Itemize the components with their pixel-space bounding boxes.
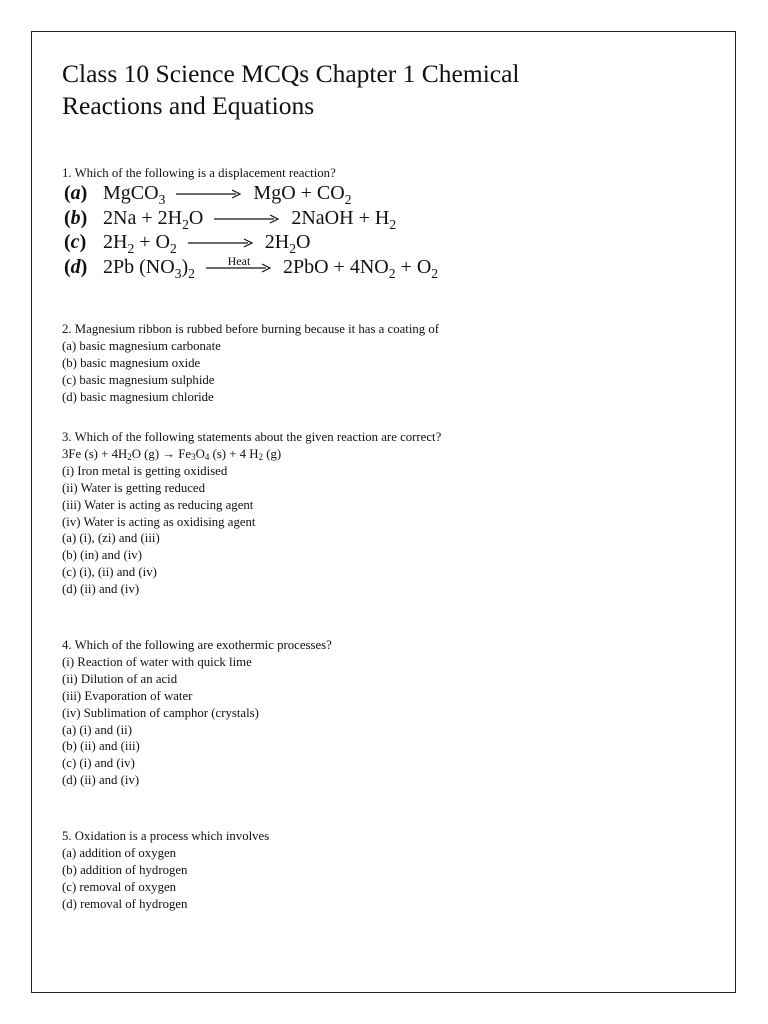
option-d: (d) basic magnesium chloride — [62, 389, 214, 404]
equation-b-rhs: 2NaOH + $H_2$ — [291, 206, 397, 232]
reaction-arrow-icon — [214, 214, 280, 224]
equation-d-rhs: $2PbO + 4NO_2 + O_2$ — [282, 255, 439, 281]
reaction-arrow-icon — [206, 253, 272, 273]
equation-c-rhs: $2H_2O$ — [264, 231, 311, 256]
statement-ii: (ii) Water is getting reduced — [62, 480, 206, 495]
option-a: (a) (i), (zi) and (iii) — [62, 531, 160, 546]
question-2-text: 2. Magnesium ribbon is rubbed before burning because it has a coating of — [62, 322, 440, 336]
question-1-equations — [64, 181, 438, 279]
equation-c-lhs: $2H_2 + O_2$ — [103, 231, 177, 256]
page-title: Class 10 Science MCQs Chapter 1 Chemical Reactions and Equations — [62, 59, 520, 120]
statement-i: (i) Reaction of water with quick lime — [62, 654, 252, 669]
question-5-text: 5. Oxidation is a process which involves — [62, 829, 270, 843]
statement-ii: (ii) Dilution of an acid — [62, 671, 178, 686]
question-4 — [62, 637, 682, 789]
question-3-text: 3. Which of the following statements about the given reaction are correct? — [62, 430, 442, 444]
option-a: (a) basic magnesium carbonate — [62, 338, 221, 353]
reaction-arrow-icon — [176, 189, 242, 199]
equation-b — [64, 206, 438, 231]
option-label-a: (a) — [64, 182, 88, 204]
equation-d-lhs: 2Pb $(NO_3)_2$ — [103, 255, 195, 281]
option-a: (a) (i) and (ii) — [62, 722, 132, 737]
question-5 — [62, 828, 682, 913]
question-3-equation: 3Fe $(s) + 4H_2O$ $(g) \to Fe_3O_4$ (s) + 4 $H_2$ (g) — [62, 446, 282, 463]
option-label-d: (d) — [64, 255, 88, 278]
option-label-b: (b) — [64, 206, 88, 229]
statement-iii: (iii) Water is acting as reducing agent — [62, 497, 254, 512]
option-label-c: (c) — [64, 231, 87, 253]
option-d: (d) (ii) and (iv) — [62, 582, 140, 597]
option-b: (b) (ii) and (iii) — [62, 739, 140, 754]
option-a: (a) addition of oxygen — [62, 845, 177, 860]
option-c: (c) basic magnesium sulphide — [62, 372, 215, 387]
option-b: (b) (in) and (iv) — [62, 548, 142, 563]
option-c: (c) (i), (ii) and (iv) — [62, 565, 157, 580]
question-4-text: 4. Which of the following are exothermic processes? — [62, 638, 332, 652]
option-d: (d) (ii) and (iv) — [62, 773, 140, 788]
equation-d — [64, 255, 438, 280]
equation-a-rhs: MgO + $CO_2$ — [253, 182, 352, 207]
question-3 — [62, 429, 682, 598]
statement-iii: (iii) Evaporation of water — [62, 688, 193, 703]
arrow-condition-heat: Heat — [227, 253, 251, 268]
option-c: (c) removal of oxygen — [62, 879, 177, 894]
reaction-arrow-icon — [188, 238, 254, 248]
equation-b-lhs: $2Na + 2H_2O$ — [103, 206, 204, 232]
question-1-text: 1. Which of the following is a displacement reaction? — [62, 166, 336, 180]
option-d: (d) removal of hydrogen — [62, 896, 188, 911]
question-1 — [62, 165, 682, 182]
statement-iv: (iv) Sublimation of camphor (crystals) — [62, 705, 259, 720]
statement-iv: (iv) Water is acting as oxidising agent — [62, 514, 256, 529]
option-b: (b) addition of hydrogen — [62, 862, 188, 877]
equation-a — [64, 181, 438, 206]
question-2 — [62, 321, 682, 406]
option-c: (c) (i) and (iv) — [62, 756, 135, 771]
option-b: (b) basic magnesium oxide — [62, 355, 201, 370]
statement-i: (i) Iron metal is getting oxidised — [62, 463, 228, 478]
equation-a-lhs: MgCO$_3$ — [103, 182, 166, 207]
